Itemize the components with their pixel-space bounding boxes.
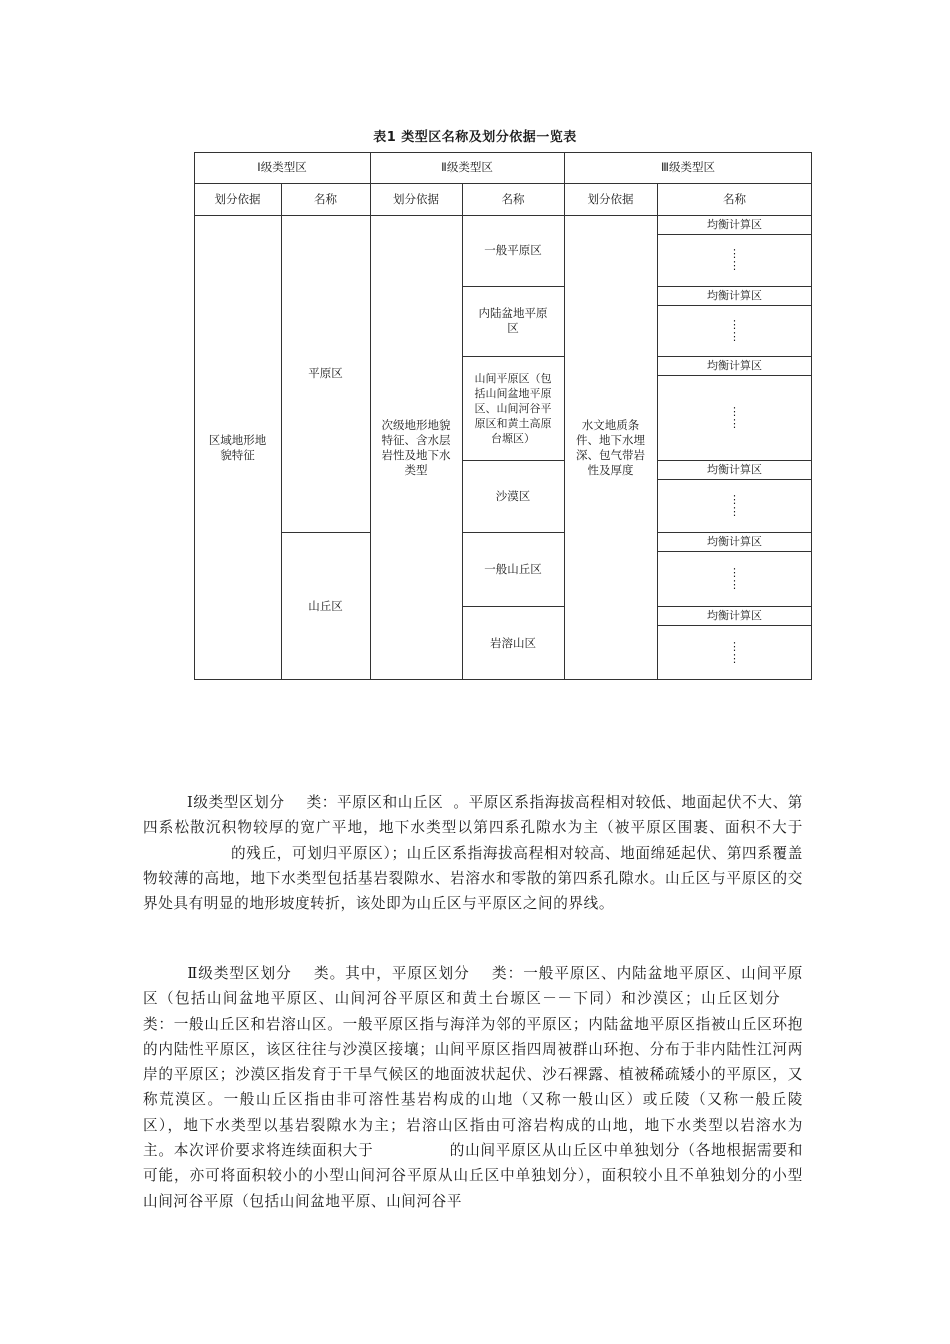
level3-name-calc-zone: 均衡计算区: [707, 609, 762, 622]
type-zone-table: [194, 152, 812, 680]
continuation-dots: ⋮ ⋮: [729, 404, 740, 430]
subheader-basis-2: 划分依据: [393, 191, 439, 206]
subheader-name-2: 名称: [501, 191, 525, 206]
level2-name-intermontane: 山间平原区（包括山间盆地平原区、山间河谷平原区和黄土高原台塬区）: [474, 371, 552, 445]
level2-name-desert: 沙漠区: [495, 488, 531, 503]
table-caption: 表1 类型区名称及划分依据一览表: [373, 130, 577, 145]
continuation-dots: ⋮ ⋮: [729, 639, 740, 665]
level3-name-calc-zone: 均衡计算区: [707, 289, 762, 302]
level2-name-inland-basin: 内陆盆地平原区: [478, 306, 548, 335]
level2-basis: 次级地形地貌特征、含水层岩性及地下水类型: [381, 417, 451, 477]
continuation-dots: ⋮ ⋮: [729, 247, 740, 272]
level1-name-plain: 平原区: [308, 366, 343, 380]
level1-name-hill: 山丘区: [308, 598, 343, 613]
level3-name-calc-zone: 均衡计算区: [707, 463, 762, 476]
continuation-dots: ⋮ ⋮: [729, 317, 740, 343]
subheader-basis-1: 划分依据: [214, 191, 261, 206]
level2-name-general-plain: 一般平原区: [484, 243, 542, 257]
continuation-dots: ⋮ ⋮: [729, 492, 740, 518]
level3-name-calc-zone: 均衡计算区: [707, 535, 762, 548]
level3-basis: 水文地质条件、地下水埋深、包气带岩性及厚度: [576, 417, 645, 477]
header-level-3: Ⅲ级类型区: [661, 160, 715, 174]
level1-basis: 区域地形地貌特征: [208, 432, 267, 462]
subheader-basis-3: 划分依据: [587, 191, 634, 206]
level2-name-general-hill: 一般山丘区: [484, 561, 542, 576]
subheader-name-3: 名称: [723, 191, 746, 206]
paragraph-level1: Ⅰ级类型区划分 类：平原区和山丘区 。平原区系指海拔高程相对较低、地面起伏不大、第四系松散沉积物较厚的宽广平地，地下水类型以第四系孔隙水为主（被平原区围裹、面积不大于的残丘，可划归平原区）；山丘区系指海拔高程相对较高、地面绵延起伏、第四系覆盖物较薄的高地，地下水类型包括基岩裂隙水、岩溶水和零散的第四系孔隙水。山丘区与平原区的交界处具有明显的地形坡度转折，该处即为山丘区与平原区之间的界线。: [143, 794, 803, 913]
paragraph-level2: Ⅱ级类型区划分 类。其中，平原区划分 类：一般平原区、内陆盆地平原区、山间平原区（包括山间盆地平原区、山间河谷平原区和黄土台塬区－－下同）和沙漠区；山丘区划分类：一般山丘区和岩溶山区。一般平原区指与海洋为邻的平原区；内陆盆地平原区指被山丘区环抱的内陆性平原区，该区往往与沙漠区接壤；山间平原区指四周被群山环抱、分布于非内陆性江河两岸的平原区；沙漠区指发育于干旱气候区的地面波状起伏、沙石裸露、植被稀疏矮小的平原区，又称荒漠区。一般山丘区指由非可溶性基岩构成的山地（又称一般山区）或丘陵（又称一般丘陵区），地下水类型以基岩裂隙水为主；岩溶山区指由可溶岩构成的山地，地下水类型以岩溶水为主。本次评价要求将连续面积大于 的山间平原区从山丘区中单独划分（各地根据需要和可能，亦可将面积较小的小型山间河谷平原从山丘区中单独划分），面积较小且不单独划分的小型山间河谷平原（包括山间盆地平原、山间河谷平: [143, 965, 803, 1210]
header-level-1: Ⅰ级类型区: [257, 160, 307, 174]
level3-name-calc-zone: 均衡计算区: [707, 218, 762, 231]
level3-name-calc-zone: 均衡计算区: [707, 359, 762, 372]
continuation-dots: ⋮ ⋮: [729, 565, 740, 591]
level2-name-karst: 岩溶山区: [490, 635, 536, 650]
header-level-2: Ⅱ级类型区: [441, 160, 493, 174]
subheader-name-1: 名称: [314, 191, 337, 206]
